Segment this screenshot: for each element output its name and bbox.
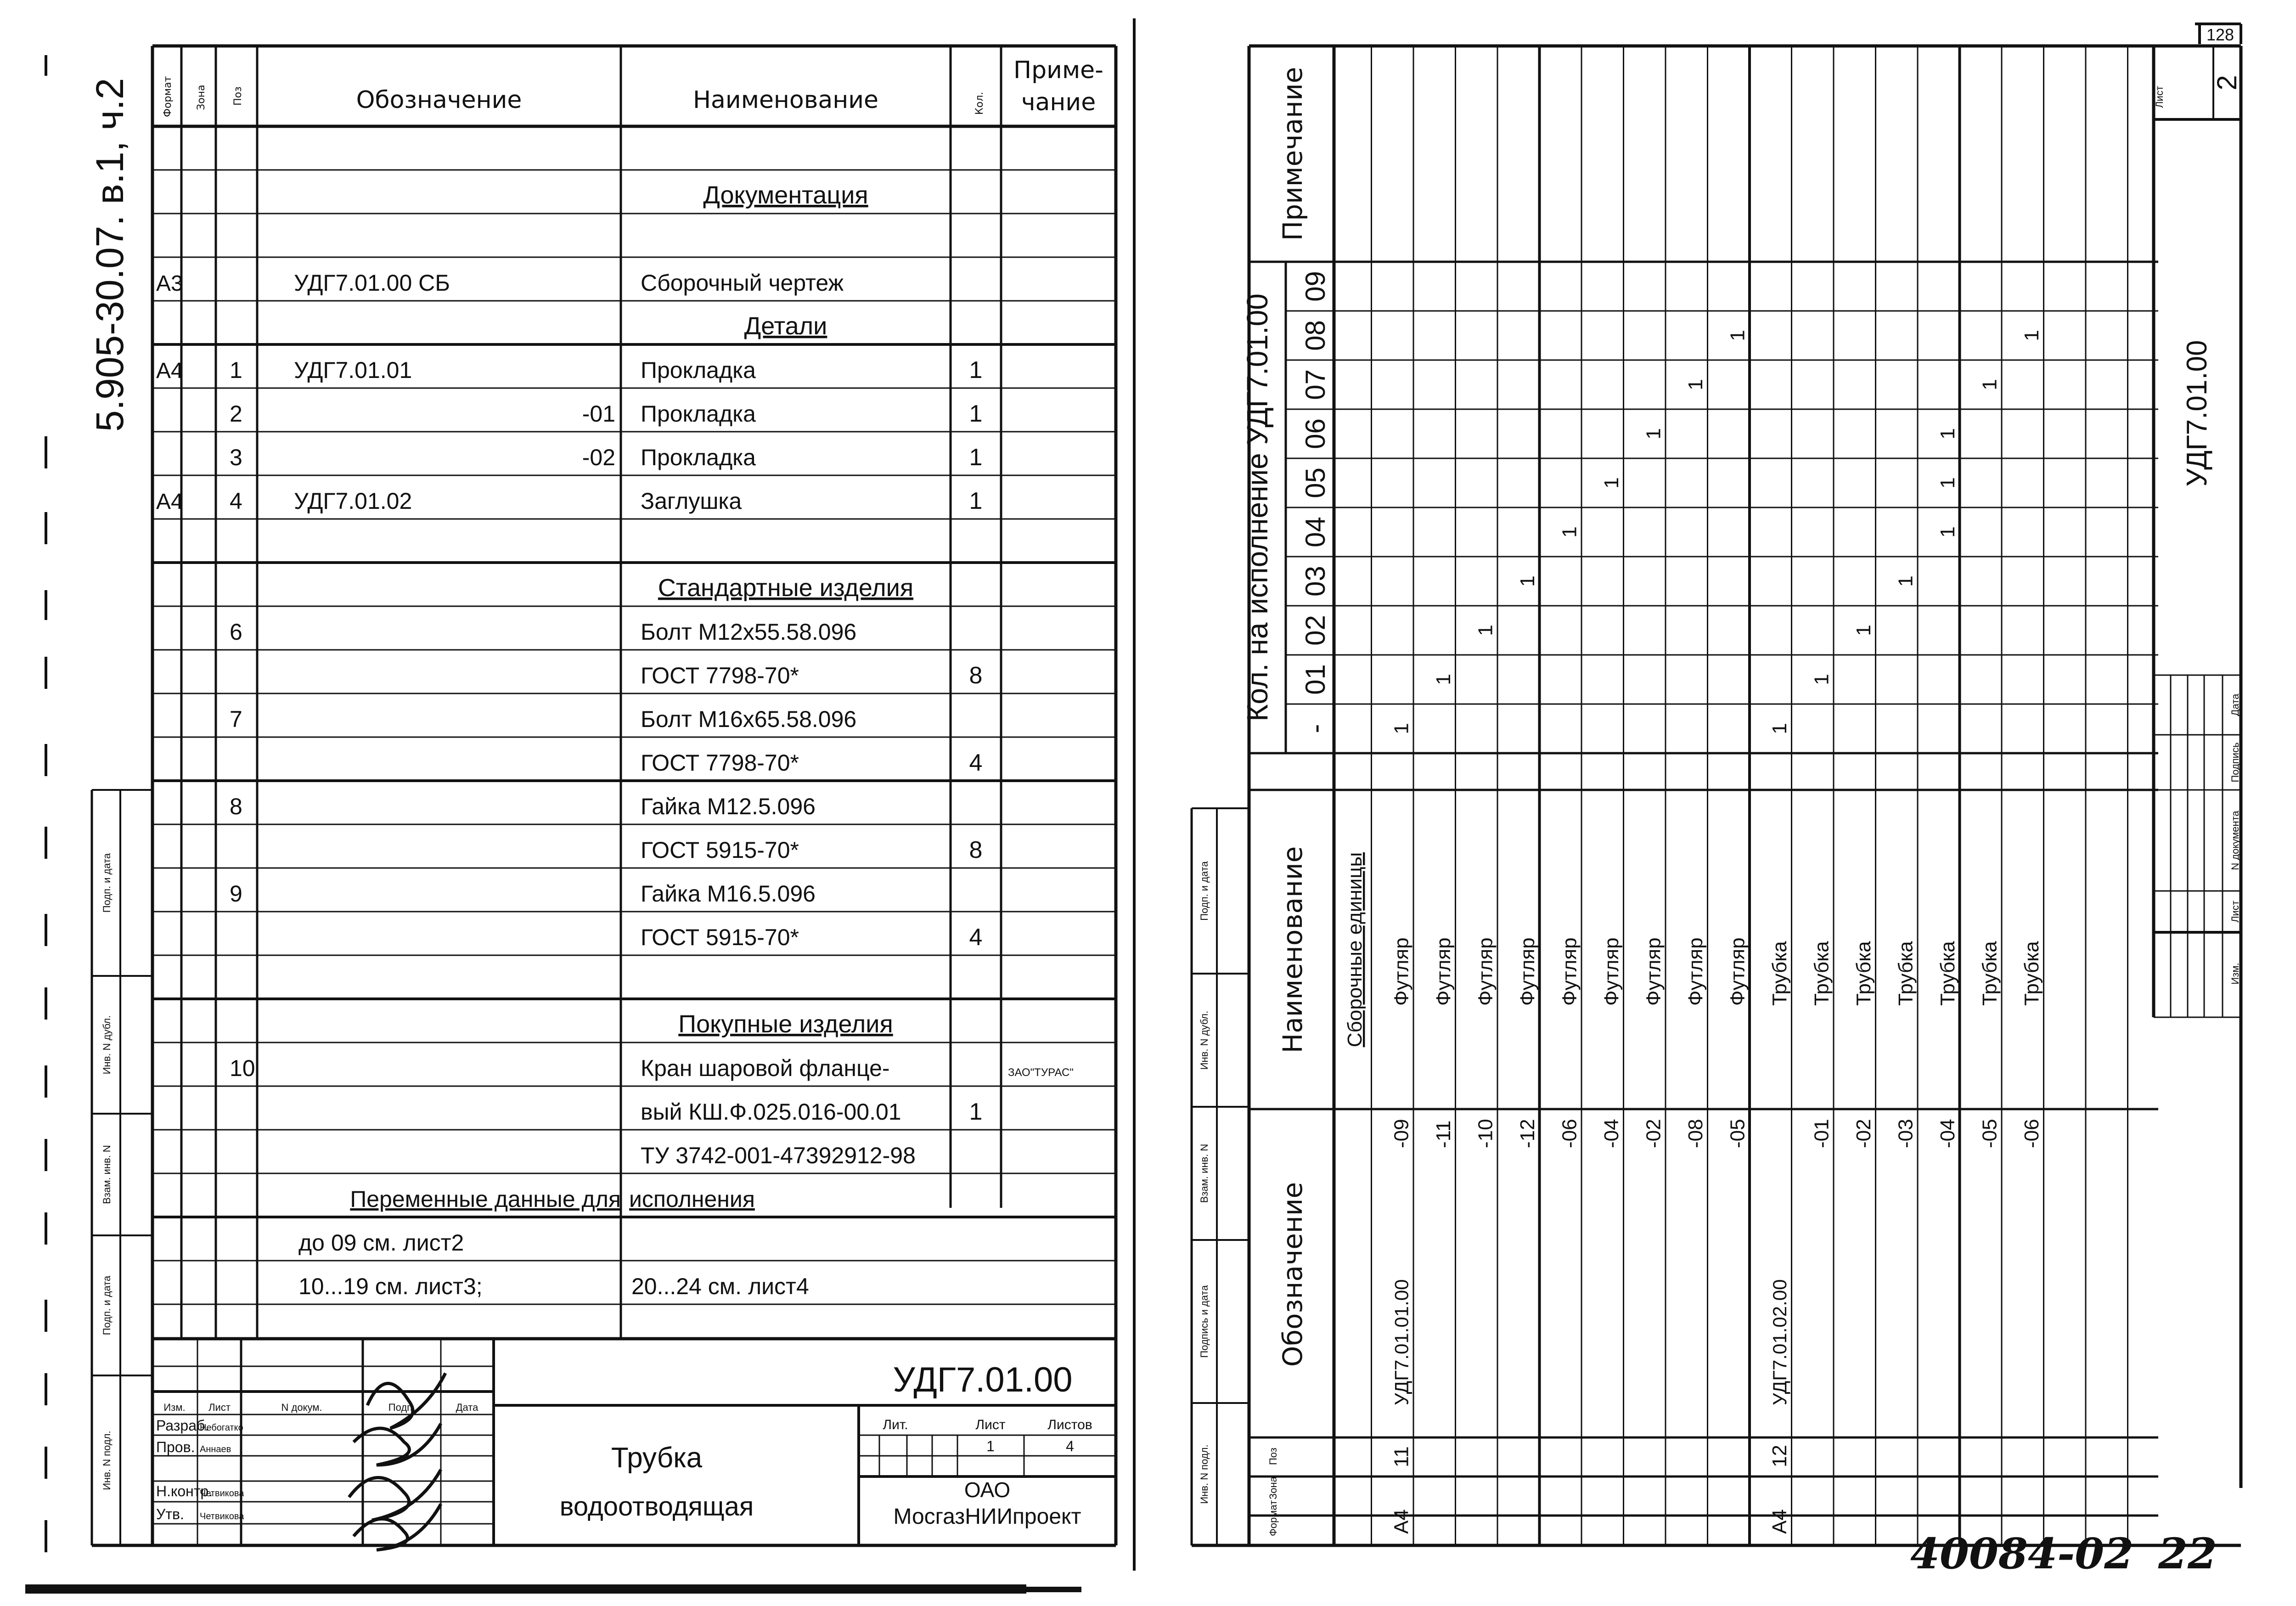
execution-column: 01 [1300, 664, 1331, 695]
side-stamp-label: Подпись и дата [1199, 1285, 1210, 1358]
right-sheet-frame [1192, 46, 2241, 1545]
document-title-line-2: водоотводящая [559, 1492, 754, 1521]
quantity-mark: 1 [1600, 477, 1623, 489]
quantity-mark: 1 [1894, 575, 1917, 587]
quantity-mark: 1 [1936, 526, 1959, 538]
header-qty-per-execution: Кол. на исполнение УДГ7.01.00 [1241, 293, 1274, 721]
row-designation-suffix: -08 [1684, 1119, 1707, 1148]
sheet-reference: 10...19 см. лист3; [298, 1274, 483, 1299]
section-heading: Документация [703, 181, 868, 209]
quantity-mark: 1 [1516, 575, 1539, 587]
side-stamp-label: Взам. инв. N [1199, 1144, 1210, 1203]
execution-column: 07 [1300, 369, 1331, 400]
header-qty: Кол. [974, 91, 985, 115]
row-position: 12 [1768, 1445, 1791, 1467]
revision-header: Дата [456, 1402, 478, 1413]
row-name: Трубка [1768, 941, 1791, 1006]
title-block-code: УДГ7.01.00 [893, 1360, 1073, 1399]
row-position: 2 [230, 401, 242, 427]
signer-name: Четвикова [200, 1488, 244, 1499]
row-qty: 4 [969, 924, 983, 951]
row-designation: УДГ7.01.01 [294, 357, 412, 383]
header-format: Формат [162, 76, 174, 117]
row-designation: УДГ7.01.02.00 [1769, 1279, 1790, 1405]
signer-name: Небогатко [200, 1423, 243, 1433]
revision-header: Дата [2229, 693, 2241, 716]
row-name: ТУ 3742-001-47392912-98 [641, 1143, 916, 1168]
row-format: А4 [156, 490, 183, 514]
revision-header: Подп. [388, 1402, 416, 1413]
scan-edge-band-2 [1026, 1587, 1081, 1592]
page-number: 128 [2206, 25, 2234, 44]
row-name: Болт М16х65.58.096 [641, 706, 857, 732]
quantity-mark: 1 [1642, 428, 1665, 440]
sheet-value: 2 [2212, 75, 2242, 90]
sheet-label: Лист [2154, 86, 2165, 108]
row-name: Прокладка [641, 445, 756, 470]
row-designation-suffix: -06 [1558, 1119, 1581, 1148]
left-title-block [152, 1339, 1116, 1550]
quantity-mark: 1 [1684, 379, 1707, 390]
row-name: Трубка [2020, 941, 2043, 1006]
revision-header: N докум. [281, 1402, 322, 1413]
quantity-mark: 1 [1936, 428, 1959, 440]
row-designation-suffix: -02 [1642, 1119, 1665, 1148]
row-name: Футляр [1684, 937, 1707, 1006]
variable-data-label: Переменные данные для [350, 1186, 621, 1212]
side-stamp-label: Инв. N подл. [101, 1431, 113, 1490]
right-spec-table-rotated [1241, 46, 2158, 1545]
header-note: чание [1021, 89, 1096, 116]
variable-data-label: исполнения [629, 1186, 755, 1212]
revision-header: Лист [208, 1402, 231, 1413]
row-note: ЗАО"ТУРАС" [1008, 1066, 1074, 1079]
role-label: Н.контр. [156, 1483, 213, 1499]
sheets-label: Листов [1047, 1417, 1092, 1432]
header-designation: Обозначение [1277, 1182, 1308, 1367]
row-designation: -01 [582, 401, 615, 427]
row-name: Прокладка [641, 401, 756, 427]
left-spec-table [152, 46, 1116, 1339]
row-qty: 1 [969, 400, 983, 427]
row-position: 10 [230, 1055, 255, 1081]
row-name: Футляр [1432, 937, 1455, 1006]
execution-column: 05 [1300, 468, 1331, 498]
row-designation-suffix: -10 [1474, 1119, 1497, 1148]
quantity-mark: 1 [1768, 723, 1791, 734]
row-name: Футляр [1516, 937, 1539, 1006]
row-format: А4 [156, 359, 183, 383]
row-name: Трубка [1852, 941, 1875, 1006]
side-stamp-label: Подп. и дата [1199, 861, 1210, 921]
row-name: Трубка [1894, 941, 1917, 1006]
row-position: 7 [230, 706, 242, 732]
row-name: Футляр [1474, 937, 1497, 1006]
sheet-reference: до 09 см. лист2 [298, 1230, 464, 1256]
row-name: Футляр [1558, 937, 1581, 1006]
row-name: Кран шаровой фланце- [641, 1055, 890, 1081]
row-designation-suffix: -06 [2020, 1119, 2043, 1148]
row-name: Футляр [1600, 937, 1623, 1006]
left-side-labels [101, 853, 113, 1490]
row-position: 4 [230, 488, 242, 514]
side-stamp-label: Подп. и дата [101, 853, 113, 913]
row-qty: 8 [969, 662, 983, 689]
row-name: ГОСТ 5915-70* [641, 837, 799, 863]
row-name: Трубка [1978, 941, 2001, 1006]
row-designation-suffix: -03 [1894, 1119, 1917, 1148]
section-heading: Сборочные единицы [1344, 852, 1366, 1048]
quantity-mark: 1 [1978, 379, 2001, 390]
row-name: Гайка М16.5.096 [641, 881, 816, 907]
row-position: 9 [230, 881, 242, 907]
bottom-handwritten-number: 22 [2158, 1529, 2217, 1578]
page-number-box [2195, 24, 2241, 44]
row-designation-suffix: -02 [1852, 1119, 1875, 1148]
quantity-mark: 1 [1474, 625, 1497, 636]
row-position: 6 [230, 619, 242, 645]
row-name: Прокладка [641, 357, 756, 383]
header-note: Приме- [1013, 56, 1103, 84]
execution-column: - [1300, 724, 1331, 733]
row-position: 1 [230, 357, 242, 383]
row-name: Футляр [1642, 937, 1665, 1006]
row-designation: -02 [582, 445, 615, 470]
execution-column: 08 [1300, 320, 1331, 351]
row-name: Футляр [1390, 937, 1413, 1006]
execution-column: 04 [1300, 517, 1331, 547]
header-name: Наименование [692, 86, 879, 114]
execution-column: 09 [1300, 271, 1331, 302]
row-qty: 4 [969, 749, 983, 776]
row-format: А4 [1390, 1509, 1413, 1534]
execution-column: 02 [1300, 615, 1331, 646]
header-zone: Зона [196, 85, 207, 110]
row-name: ГОСТ 7798-70* [641, 663, 799, 688]
row-position: 8 [230, 794, 242, 819]
role-label: Пров. [156, 1439, 195, 1455]
row-name: Болт М12х55.58.096 [641, 619, 857, 645]
signer-name: Аннаев [200, 1444, 231, 1454]
sheets-value: 4 [1066, 1438, 1074, 1454]
row-designation-suffix: -04 [1936, 1119, 1959, 1148]
quantity-mark: 1 [1936, 477, 1959, 489]
sheet-reference: 20...24 см. лист4 [631, 1274, 809, 1299]
row-designation: УДГ7.01.02 [294, 488, 412, 514]
document-title-line-1: Трубка [611, 1442, 703, 1474]
row-designation-suffix: -05 [1726, 1119, 1749, 1148]
row-position: 11 [1390, 1446, 1413, 1467]
quantity-mark: 1 [1390, 723, 1413, 734]
row-name: Трубка [1936, 941, 1959, 1006]
quantity-mark: 1 [1432, 674, 1455, 685]
row-name: Сборочный чертеж [641, 270, 844, 296]
row-qty: 1 [969, 1099, 983, 1125]
side-stamp-label: Подп. и дата [101, 1275, 113, 1336]
row-name: ГОСТ 7798-70* [641, 750, 799, 776]
document-series-code: 5.905-30.07. в.1, ч.2 [88, 78, 131, 432]
row-designation-suffix: -04 [1600, 1119, 1623, 1148]
quantity-mark: 1 [1852, 625, 1875, 636]
header-format: Формат [1267, 1500, 1279, 1536]
lit-label: Лит. [883, 1417, 908, 1432]
side-stamp-label: Инв. N подл. [1199, 1444, 1210, 1504]
row-qty: 1 [969, 357, 983, 383]
row-format: А4 [1768, 1509, 1791, 1534]
execution-column: 06 [1300, 418, 1331, 449]
side-stamp-label: Взам. инв. N [101, 1145, 113, 1204]
revision-header: Подпись [2229, 742, 2241, 783]
row-name: Трубка [1810, 941, 1833, 1006]
right-title-block-rotated [2154, 46, 2242, 1017]
role-label: Разраб. [156, 1417, 209, 1434]
sheet-label: Лист [975, 1417, 1006, 1432]
row-name: Футляр [1726, 937, 1749, 1006]
side-stamp-label: Инв. N дубл. [101, 1015, 113, 1075]
row-position: 3 [230, 445, 242, 470]
quantity-mark: 1 [1558, 526, 1581, 538]
scan-edge-band [25, 1584, 1026, 1594]
row-name: ГОСТ 5915-70* [641, 924, 799, 950]
title-block-code: УДГ7.01.00 [2181, 340, 2213, 487]
header-designation: Обозначение [356, 86, 522, 114]
row-qty: 1 [969, 488, 983, 514]
role-label: Утв. [156, 1506, 184, 1522]
quantity-mark: 1 [2020, 330, 2043, 341]
execution-column: 03 [1300, 566, 1331, 597]
row-designation: УДГ7.01.00 СБ [294, 270, 450, 296]
row-qty: 1 [969, 444, 983, 471]
header-name: Наименование [1277, 846, 1308, 1054]
header-pos: Поз [1267, 1448, 1279, 1465]
row-designation-suffix: -09 [1390, 1119, 1413, 1148]
organization-line-2: МосгазНИИпроект [893, 1505, 1081, 1529]
header-pos: Поз [232, 86, 244, 106]
row-designation-suffix: -12 [1516, 1119, 1539, 1148]
section-heading: Детали [744, 312, 827, 340]
organization-line-1: ОАО [964, 1478, 1011, 1502]
row-designation-suffix: -05 [1978, 1119, 2001, 1148]
row-qty: 8 [969, 837, 983, 863]
row-name: вый КШ.Ф.025.016-00.01 [641, 1099, 901, 1125]
row-designation-suffix: -11 [1432, 1120, 1455, 1148]
section-heading: Покупные изделия [678, 1010, 893, 1038]
side-stamp-label: Инв. N дубл. [1199, 1010, 1210, 1070]
quantity-mark: 1 [1726, 330, 1749, 341]
bottom-handwritten-note: 40084-02 [1910, 1529, 2134, 1578]
row-name: Заглушка [641, 488, 742, 514]
sheet-value: 1 [986, 1438, 995, 1454]
right-side-labels [1199, 861, 1210, 1504]
revision-header: Изм. [2229, 963, 2241, 985]
row-name: Гайка М12.5.096 [641, 794, 816, 819]
row-format: А3 [156, 271, 183, 296]
section-heading: Стандартные изделия [658, 574, 914, 602]
revision-header: Лист [2229, 901, 2241, 923]
quantity-mark: 1 [1810, 674, 1833, 685]
revision-header: Изм. [163, 1402, 186, 1413]
header-note: Примечание [1277, 67, 1308, 241]
header-zone: Зона [1267, 1476, 1279, 1499]
left-sheet-frame [92, 46, 1116, 1545]
revision-header: N документа [2229, 811, 2241, 870]
row-designation-suffix: -01 [1810, 1119, 1833, 1148]
signer-name: Четвикова [200, 1511, 244, 1521]
row-designation: УДГ7.01.01.00 [1390, 1279, 1412, 1405]
